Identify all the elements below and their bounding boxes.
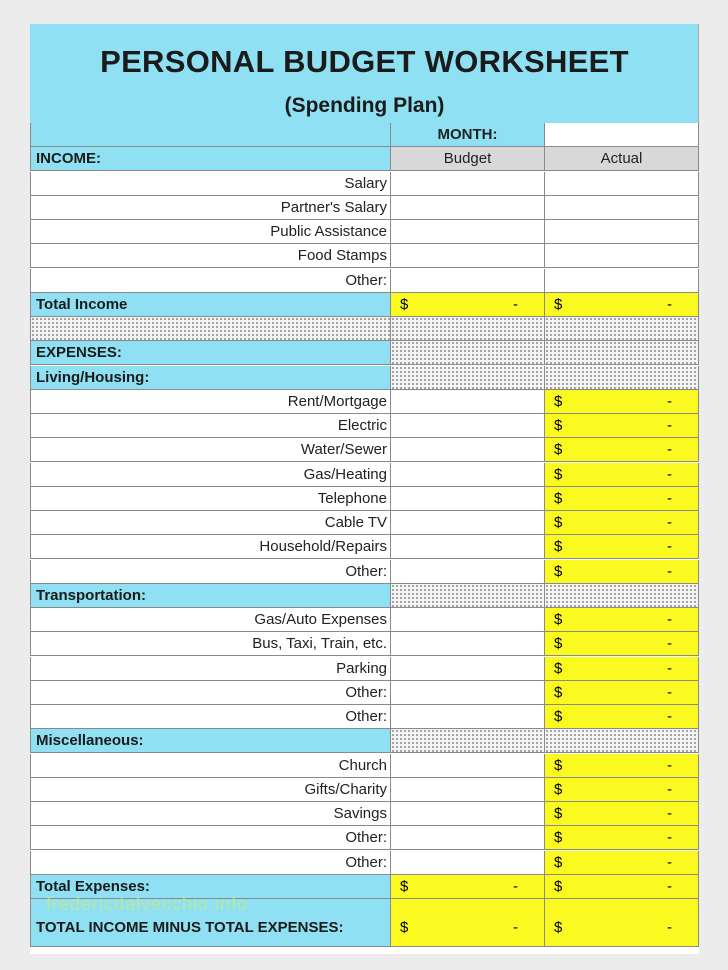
currency-symbol: $	[554, 295, 563, 313]
income-header-row	[30, 147, 699, 171]
month-spacer	[30, 123, 391, 147]
transportation-header-row	[30, 584, 699, 608]
miscellaneous-budget-cell[interactable]	[391, 778, 545, 802]
miscellaneous-row	[30, 778, 699, 802]
transportation-budget-cell[interactable]	[391, 705, 545, 729]
zero-dash: -	[667, 805, 672, 822]
income-budget-cell[interactable]	[391, 220, 545, 244]
currency-symbol: $	[400, 295, 409, 313]
living-housing-item-label	[30, 463, 391, 487]
living-housing-row	[30, 535, 699, 559]
transportation-item-label-text: Other:	[345, 683, 387, 701]
income-item-label	[30, 196, 391, 220]
transportation-actual-cell[interactable]	[545, 608, 699, 632]
expenses-header-row	[30, 341, 699, 365]
income-actual-cell[interactable]	[545, 196, 699, 220]
transportation-row	[30, 608, 699, 632]
living-housing-header-row	[30, 366, 699, 390]
living-housing-item-label-text: Other:	[345, 562, 387, 580]
income-row	[30, 269, 699, 293]
budget-worksheet	[30, 24, 699, 954]
income-row	[30, 196, 699, 220]
living-housing-actual-cell[interactable]	[545, 560, 699, 584]
total-income-row	[30, 293, 699, 317]
zero-dash: -	[667, 829, 672, 847]
zero-dash: -	[667, 635, 672, 653]
miscellaneous-actual-cell[interactable]	[545, 851, 699, 875]
currency-symbol: $	[554, 611, 563, 628]
currency-symbol: $	[554, 417, 563, 434]
miscellaneous-actual-cell[interactable]	[545, 826, 699, 850]
living-housing-actual-cell[interactable]	[545, 463, 699, 487]
currency-symbol: $	[554, 562, 563, 580]
budget-column-header	[391, 147, 545, 171]
zero-dash: -	[667, 919, 672, 936]
living-housing-row	[30, 414, 699, 438]
transportation-budget-cell[interactable]	[391, 681, 545, 705]
zero-dash: -	[667, 756, 672, 774]
zero-dash: -	[667, 780, 672, 798]
miscellaneous-actual-cell[interactable]	[545, 754, 699, 778]
miscellaneous-item-label	[30, 802, 391, 826]
month-input[interactable]	[545, 123, 699, 147]
income-budget-cell[interactable]	[391, 196, 545, 220]
currency-symbol: $	[554, 465, 563, 483]
miscellaneous-item-label-text: Other:	[345, 829, 387, 847]
miscellaneous-budget-cell[interactable]	[391, 851, 545, 875]
transportation-actual-cell[interactable]	[545, 681, 699, 705]
living-housing-actual-cell[interactable]	[545, 414, 699, 438]
transportation-item-label	[30, 632, 391, 656]
zero-dash: -	[667, 877, 672, 895]
transportation-item-label-text: Gas/Auto Expenses	[254, 611, 387, 628]
income-item-label-text: Other:	[345, 271, 387, 289]
currency-symbol: $	[554, 538, 563, 556]
miscellaneous-actual-cell[interactable]	[545, 802, 699, 826]
worksheet-title: PERSONAL BUDGET WORKSHEET	[100, 44, 629, 79]
currency-symbol: $	[554, 683, 563, 701]
miscellaneous-row	[30, 851, 699, 875]
income-item-label-text: Public Assistance	[270, 223, 387, 240]
total-income-budget[interactable]	[391, 293, 545, 317]
spacer-cell	[30, 317, 391, 341]
transportation-budget-cell[interactable]	[391, 657, 545, 681]
actual-column-header	[545, 147, 699, 171]
transportation-budget-cell[interactable]	[391, 608, 545, 632]
net-label-text: TOTAL INCOME MINUS TOTAL EXPENSES:	[36, 919, 344, 936]
currency-symbol: $	[554, 441, 563, 459]
living-housing-row	[30, 390, 699, 414]
living-housing-budget-cell[interactable]	[391, 390, 545, 414]
living-housing-actual-cell[interactable]	[545, 487, 699, 511]
month-row	[30, 123, 699, 147]
currency-symbol: $	[554, 853, 563, 871]
miscellaneous-row	[30, 826, 699, 850]
income-heading	[30, 147, 391, 171]
actual-column-header-text: Actual	[600, 150, 643, 168]
living-housing-row	[30, 463, 699, 487]
transportation-row	[30, 705, 699, 729]
living-housing-item-label-text: Rent/Mortgage	[287, 392, 387, 410]
zero-dash: -	[513, 919, 518, 936]
month-label-text: MONTH:	[437, 126, 498, 143]
zero-dash: -	[667, 538, 672, 556]
transportation-item-label-text: Bus, Taxi, Train, etc.	[252, 635, 387, 653]
watermark: fredericdalvecchio.info	[46, 894, 249, 914]
net-actual[interactable]	[545, 899, 699, 947]
miscellaneous-item-label-text: Gifts/Charity	[304, 780, 387, 798]
total-income-actual[interactable]	[545, 293, 699, 317]
living-housing-item-label	[30, 511, 391, 535]
zero-dash: -	[667, 683, 672, 701]
currency-symbol: $	[554, 877, 563, 895]
miscellaneous-item-label	[30, 778, 391, 802]
living-housing-budget-filler	[391, 366, 545, 390]
zero-dash: -	[667, 392, 672, 410]
living-housing-budget-cell[interactable]	[391, 414, 545, 438]
transportation-item-label	[30, 705, 391, 729]
transportation-heading-text: Transportation:	[36, 586, 147, 604]
zero-dash: -	[513, 295, 518, 313]
income-item-label-text: Food Stamps	[297, 247, 387, 265]
zero-dash: -	[667, 853, 672, 871]
living-housing-budget-cell[interactable]	[391, 535, 545, 559]
miscellaneous-row	[30, 802, 699, 826]
transportation-item-label	[30, 681, 391, 705]
living-housing-item-label	[30, 414, 391, 438]
transportation-row	[30, 657, 699, 681]
zero-dash: -	[667, 489, 672, 507]
living-housing-actual-cell[interactable]	[545, 535, 699, 559]
income-item-label	[30, 172, 391, 196]
spacer-row	[30, 317, 699, 341]
currency-symbol: $	[554, 708, 563, 725]
living-housing-budget-cell[interactable]	[391, 560, 545, 584]
currency-symbol: $	[400, 877, 409, 895]
living-housing-actual-cell[interactable]	[545, 390, 699, 414]
living-housing-item-label-text: Cable TV	[324, 514, 387, 531]
transportation-budget-cell[interactable]	[391, 632, 545, 656]
income-item-label	[30, 220, 391, 244]
spacer-cell	[391, 317, 545, 341]
living-housing-budget-cell[interactable]	[391, 487, 545, 511]
zero-dash: -	[667, 708, 672, 725]
living-housing-item-label	[30, 438, 391, 462]
income-item-label	[30, 269, 391, 293]
income-actual-cell[interactable]	[545, 172, 699, 196]
transportation-actual-cell[interactable]	[545, 657, 699, 681]
income-item-label	[30, 244, 391, 268]
living-housing-row	[30, 438, 699, 462]
currency-symbol: $	[400, 919, 409, 936]
miscellaneous-item-label	[30, 754, 391, 778]
miscellaneous-actual-cell[interactable]	[545, 778, 699, 802]
income-actual-cell[interactable]	[545, 244, 699, 268]
living-housing-budget-cell[interactable]	[391, 463, 545, 487]
transportation-actual-cell[interactable]	[545, 632, 699, 656]
living-housing-budget-cell[interactable]	[391, 511, 545, 535]
income-item-label-text: Salary	[344, 174, 387, 192]
miscellaneous-item-label	[30, 826, 391, 850]
living-housing-item-label	[30, 560, 391, 584]
income-row	[30, 220, 699, 244]
currency-symbol: $	[554, 829, 563, 847]
living-housing-row	[30, 487, 699, 511]
zero-dash: -	[667, 295, 672, 313]
zero-dash: -	[513, 877, 518, 895]
currency-symbol: $	[554, 489, 563, 507]
income-item-label-text: Partner's Salary	[280, 198, 387, 216]
total-expenses-actual[interactable]	[545, 875, 699, 899]
miscellaneous-header-row	[30, 729, 699, 753]
expenses-heading-text: EXPENSES:	[36, 344, 122, 362]
spacer-cell	[545, 317, 699, 341]
living-housing-budget-cell[interactable]	[391, 438, 545, 462]
month-label	[391, 123, 545, 147]
expenses-heading	[30, 341, 391, 365]
currency-symbol: $	[554, 919, 563, 936]
transportation-item-label	[30, 608, 391, 632]
living-housing-row	[30, 560, 699, 584]
transportation-actual-filler	[545, 584, 699, 608]
currency-symbol: $	[554, 659, 563, 677]
income-row	[30, 172, 699, 196]
miscellaneous-item-label	[30, 851, 391, 875]
expenses-budget-filler	[391, 341, 545, 365]
income-actual-cell[interactable]	[545, 269, 699, 293]
total-expenses-budget[interactable]	[391, 875, 545, 899]
zero-dash: -	[667, 465, 672, 483]
currency-symbol: $	[554, 514, 563, 531]
transportation-actual-cell[interactable]	[545, 705, 699, 729]
transportation-row	[30, 632, 699, 656]
expenses-actual-filler	[545, 341, 699, 365]
total-income-label	[30, 293, 391, 317]
currency-symbol: $	[554, 780, 563, 798]
miscellaneous-heading-text: Miscellaneous:	[36, 732, 144, 750]
worksheet-subtitle: (Spending Plan)	[284, 94, 445, 117]
miscellaneous-actual-filler	[545, 729, 699, 753]
transportation-budget-filler	[391, 584, 545, 608]
miscellaneous-budget-cell[interactable]	[391, 826, 545, 850]
living-housing-heading-text: Living/Housing:	[36, 368, 150, 386]
transportation-heading	[30, 584, 391, 608]
zero-dash: -	[667, 441, 672, 459]
zero-dash: -	[667, 611, 672, 628]
zero-dash: -	[667, 417, 672, 434]
living-housing-heading	[30, 366, 391, 390]
miscellaneous-budget-filler	[391, 729, 545, 753]
currency-symbol: $	[554, 756, 563, 774]
income-row	[30, 244, 699, 268]
income-actual-cell[interactable]	[545, 220, 699, 244]
income-budget-cell[interactable]	[391, 172, 545, 196]
miscellaneous-item-label-text: Other:	[345, 853, 387, 871]
living-housing-item-label-text: Telephone	[317, 489, 387, 507]
living-housing-item-label-text: Electric	[337, 417, 387, 434]
living-housing-row	[30, 511, 699, 535]
living-housing-item-label-text: Gas/Heating	[303, 465, 387, 483]
living-housing-item-label	[30, 487, 391, 511]
miscellaneous-budget-cell[interactable]	[391, 754, 545, 778]
transportation-item-label	[30, 657, 391, 681]
zero-dash: -	[667, 562, 672, 580]
title-block	[30, 24, 699, 123]
zero-dash: -	[667, 514, 672, 531]
budget-column-header-text: Budget	[443, 150, 492, 168]
living-housing-item-label-text: Household/Repairs	[259, 538, 387, 556]
miscellaneous-heading	[30, 729, 391, 753]
living-housing-actual-cell[interactable]	[545, 511, 699, 535]
living-housing-item-label	[30, 535, 391, 559]
currency-symbol: $	[554, 805, 563, 822]
miscellaneous-budget-cell[interactable]	[391, 802, 545, 826]
transportation-row	[30, 681, 699, 705]
net-budget[interactable]	[391, 899, 545, 947]
total-income-label-text: Total Income	[36, 295, 128, 313]
living-housing-actual-filler	[545, 366, 699, 390]
transportation-item-label-text: Other:	[345, 708, 387, 725]
income-budget-cell[interactable]	[391, 244, 545, 268]
currency-symbol: $	[554, 635, 563, 653]
currency-symbol: $	[554, 392, 563, 410]
miscellaneous-item-label-text: Church	[338, 756, 387, 774]
living-housing-actual-cell[interactable]	[545, 438, 699, 462]
zero-dash: -	[667, 659, 672, 677]
income-heading-text: INCOME:	[36, 150, 101, 168]
miscellaneous-row	[30, 754, 699, 778]
living-housing-item-label-text: Water/Sewer	[300, 441, 387, 459]
transportation-item-label-text: Parking	[336, 659, 387, 677]
income-budget-cell[interactable]	[391, 269, 545, 293]
living-housing-item-label	[30, 390, 391, 414]
miscellaneous-item-label-text: Savings	[333, 805, 387, 822]
total-expenses-label-text: Total Expenses:	[36, 877, 150, 895]
